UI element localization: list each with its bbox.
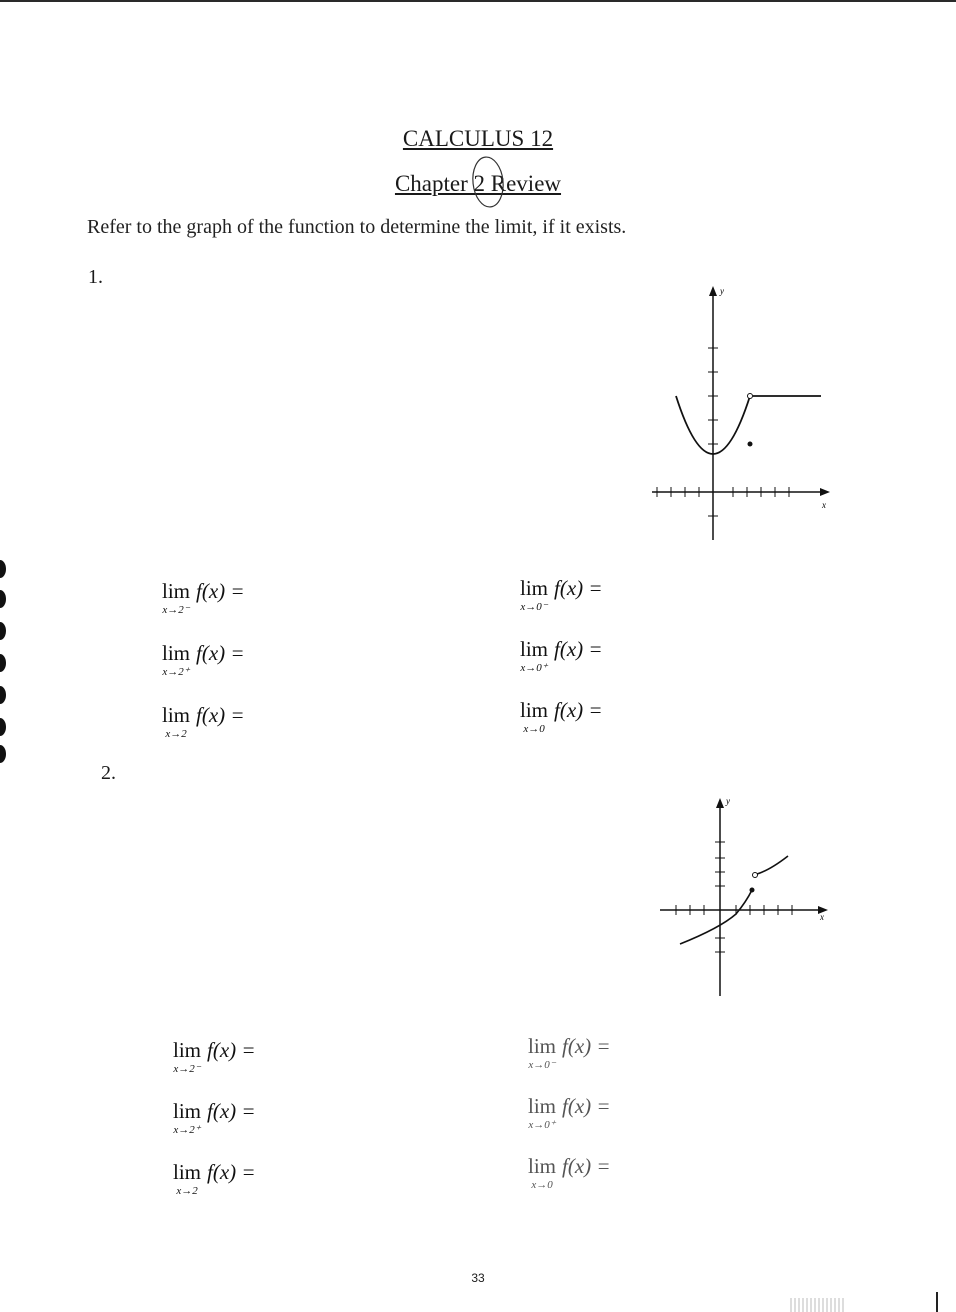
limit-expression bbox=[173, 1160, 256, 1198]
y-axis-arrow bbox=[709, 286, 717, 296]
lim-word: lim bbox=[173, 1160, 202, 1184]
limit-function: f(x) = bbox=[554, 698, 603, 722]
limit-approach: x→2⁺ bbox=[173, 1124, 201, 1136]
limit-function: f(x) = bbox=[196, 703, 245, 727]
handdrawn-circle bbox=[468, 154, 508, 212]
lim-word: lim bbox=[162, 641, 191, 665]
binder-hole bbox=[0, 745, 6, 763]
limit-expression bbox=[520, 698, 603, 736]
limit-function: f(x) = bbox=[562, 1094, 611, 1118]
y-axis-label: y bbox=[726, 796, 730, 806]
limit-function: f(x) = bbox=[554, 637, 603, 661]
limit-approach: x→0⁺ bbox=[528, 1119, 556, 1131]
limit-approach: x→2⁺ bbox=[162, 666, 190, 678]
chapter-title: Chapter 2 Review bbox=[394, 171, 562, 196]
binder-hole bbox=[0, 622, 6, 640]
graph-question-1 bbox=[640, 282, 840, 542]
lim-word: lim bbox=[520, 698, 549, 722]
limit-approach: x→2⁻ bbox=[173, 1063, 201, 1075]
binder-hole bbox=[0, 654, 6, 672]
limit-expression bbox=[520, 576, 603, 614]
lim-word: lim bbox=[528, 1094, 557, 1118]
instructions: Refer to the graph of the function to determine the limit, if it exists. bbox=[87, 216, 627, 238]
limit-function: f(x) = bbox=[207, 1099, 256, 1123]
limit-expression bbox=[528, 1154, 611, 1192]
closed-point bbox=[750, 888, 755, 893]
binder-holes bbox=[0, 560, 10, 760]
closed-point bbox=[748, 442, 753, 447]
limit-approach: x→0⁻ bbox=[528, 1059, 556, 1071]
open-point bbox=[748, 394, 753, 399]
lower-branch-curve bbox=[680, 890, 752, 944]
limit-approach: x→0 bbox=[531, 1179, 553, 1191]
limit-function: f(x) = bbox=[196, 641, 245, 665]
question-number: 2. bbox=[101, 762, 116, 784]
limit-function: f(x) = bbox=[562, 1034, 611, 1058]
lim-word: lim bbox=[162, 703, 191, 727]
scan-artifact bbox=[790, 1298, 846, 1312]
x-axis-label: x bbox=[820, 912, 824, 922]
lim-word: lim bbox=[528, 1034, 557, 1058]
x-axis-label: x bbox=[822, 500, 826, 510]
limit-function: f(x) = bbox=[196, 579, 245, 603]
lim-word: lim bbox=[520, 637, 549, 661]
limit-expression bbox=[162, 641, 245, 679]
binder-hole bbox=[0, 718, 6, 736]
limit-approach: x→0 bbox=[523, 723, 545, 735]
limit-approach: x→2 bbox=[176, 1185, 198, 1197]
limit-expression bbox=[520, 637, 603, 675]
y-axis-label: y bbox=[720, 286, 724, 296]
open-point bbox=[753, 873, 758, 878]
graph-question-2 bbox=[660, 792, 840, 1002]
course-title: CALCULUS 12 bbox=[402, 126, 554, 151]
x-axis-arrow bbox=[820, 488, 830, 496]
limit-expression bbox=[162, 703, 245, 741]
upper-branch-curve bbox=[757, 856, 788, 874]
limit-function: f(x) = bbox=[554, 576, 603, 600]
lim-word: lim bbox=[173, 1038, 202, 1062]
lim-word: lim bbox=[528, 1154, 557, 1178]
limit-function: f(x) = bbox=[207, 1038, 256, 1062]
question-number: 1. bbox=[88, 266, 103, 288]
scan-edge-mark bbox=[936, 1292, 938, 1312]
binder-hole bbox=[0, 686, 6, 704]
limit-approach: x→2⁻ bbox=[162, 604, 190, 616]
lim-word: lim bbox=[173, 1099, 202, 1123]
binder-hole bbox=[0, 590, 6, 608]
lim-word: lim bbox=[520, 576, 549, 600]
limit-approach: x→0⁺ bbox=[520, 662, 548, 674]
limit-function: f(x) = bbox=[207, 1160, 256, 1184]
limit-approach: x→0⁻ bbox=[520, 601, 548, 613]
limit-expression bbox=[528, 1034, 611, 1072]
limit-expression bbox=[528, 1094, 611, 1132]
y-axis-arrow bbox=[716, 798, 724, 808]
limit-expression bbox=[162, 579, 245, 617]
limit-expression bbox=[173, 1038, 256, 1076]
lim-word: lim bbox=[162, 579, 191, 603]
page-number: 33 bbox=[471, 1271, 485, 1285]
limit-approach: x→2 bbox=[165, 728, 187, 740]
limit-function: f(x) = bbox=[562, 1154, 611, 1178]
limit-expression bbox=[173, 1099, 256, 1137]
binder-hole bbox=[0, 560, 6, 578]
top-rule bbox=[0, 0, 956, 2]
